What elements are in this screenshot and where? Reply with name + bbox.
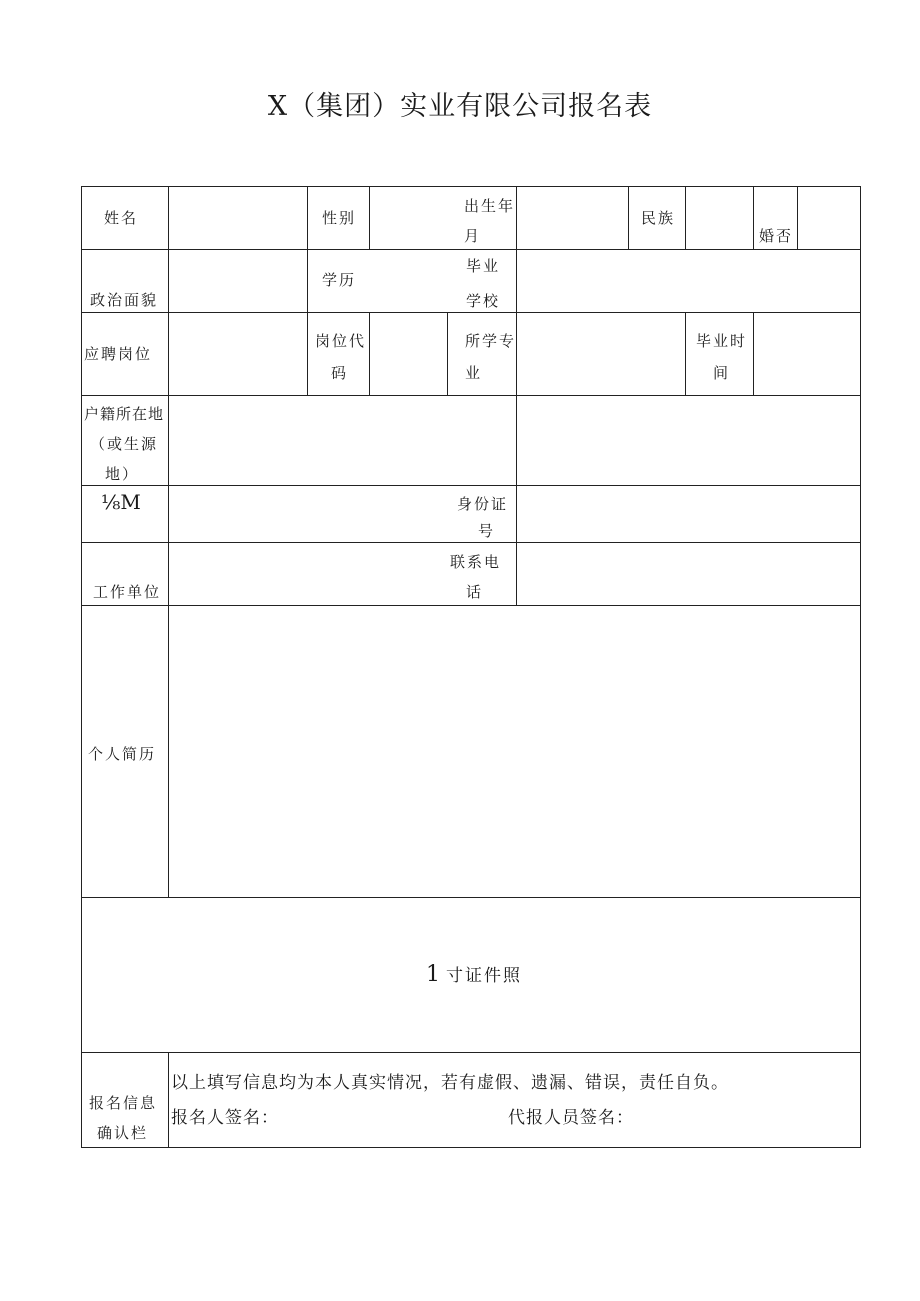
phone-label-line1: 联系电 <box>450 553 502 571</box>
id-label-line1: 身份证 <box>457 495 509 513</box>
grad-time-label-line2: 间 <box>713 364 731 382</box>
post-code-label-line2: 码 <box>331 364 349 382</box>
table-divider <box>753 312 754 396</box>
name-label: 姓名 <box>104 209 139 227</box>
school-label-line1: 毕业 <box>466 257 501 275</box>
hukou-label-line3: 地） <box>105 465 140 483</box>
grad-time-label-line1: 毕业时 <box>696 332 748 350</box>
table-divider <box>168 1052 169 1148</box>
position-label: 应聘岗位 <box>84 345 153 363</box>
id-label-line2: 号 <box>478 522 496 540</box>
photo-size-text: 寸证件照 <box>446 966 522 986</box>
post-code-label-line1: 岗位代 <box>315 332 367 350</box>
table-divider <box>685 312 686 396</box>
table-divider <box>516 186 517 606</box>
resume-label: 个人简历 <box>88 745 157 763</box>
phone-label-line2: 话 <box>466 583 484 601</box>
table-divider <box>369 186 370 250</box>
gender-label: 性别 <box>322 209 357 227</box>
table-divider <box>307 186 308 396</box>
table-divider <box>81 542 861 543</box>
table-divider <box>369 312 370 396</box>
table-divider <box>797 186 798 250</box>
garbled-label: ⅛M <box>101 490 141 514</box>
table-divider <box>81 395 861 396</box>
birth-label-line1: 出生年 <box>464 197 516 215</box>
table-divider <box>168 186 169 898</box>
table-border <box>860 186 861 1148</box>
confirm-statement: 以上填写信息均为本人真实情况，若有虚假、遗漏、错误，责任自负。 <box>171 1073 729 1093</box>
table-divider <box>81 1052 861 1053</box>
table-divider <box>685 186 686 250</box>
table-divider <box>628 186 629 250</box>
workplace-label: 工作单位 <box>93 583 162 601</box>
confirm-label-line2: 确认栏 <box>97 1124 149 1142</box>
table-border <box>81 186 82 1148</box>
political-status-label: 政治面貌 <box>90 291 159 309</box>
table-divider <box>81 485 861 486</box>
form-title: X（集团）实业有限公司报名表 <box>267 91 653 122</box>
education-label: 学历 <box>322 271 357 289</box>
table-border <box>81 1147 861 1148</box>
table-border <box>81 186 861 187</box>
birth-label-line2: 月 <box>464 227 482 245</box>
applicant-signature-label: 报名人签名： <box>171 1108 279 1128</box>
table-divider <box>753 186 754 250</box>
confirm-label-line1: 报名信息 <box>89 1094 158 1112</box>
school-label-line2: 学校 <box>466 292 501 310</box>
married-label: 婚否 <box>759 227 794 245</box>
ethnicity-label: 民族 <box>641 209 676 227</box>
hukou-label-line2: （或生源 <box>90 435 159 453</box>
hukou-label-line1: 户籍所在地 <box>84 405 165 423</box>
major-label-line2: 业 <box>465 364 483 382</box>
table-divider <box>81 897 861 898</box>
photo-placeholder <box>426 960 522 991</box>
major-label-line1: 所学专 <box>465 332 517 350</box>
table-divider <box>447 312 448 396</box>
photo-size-number: 1 <box>426 962 442 987</box>
agent-signature-label: 代报人员签名： <box>508 1108 634 1128</box>
